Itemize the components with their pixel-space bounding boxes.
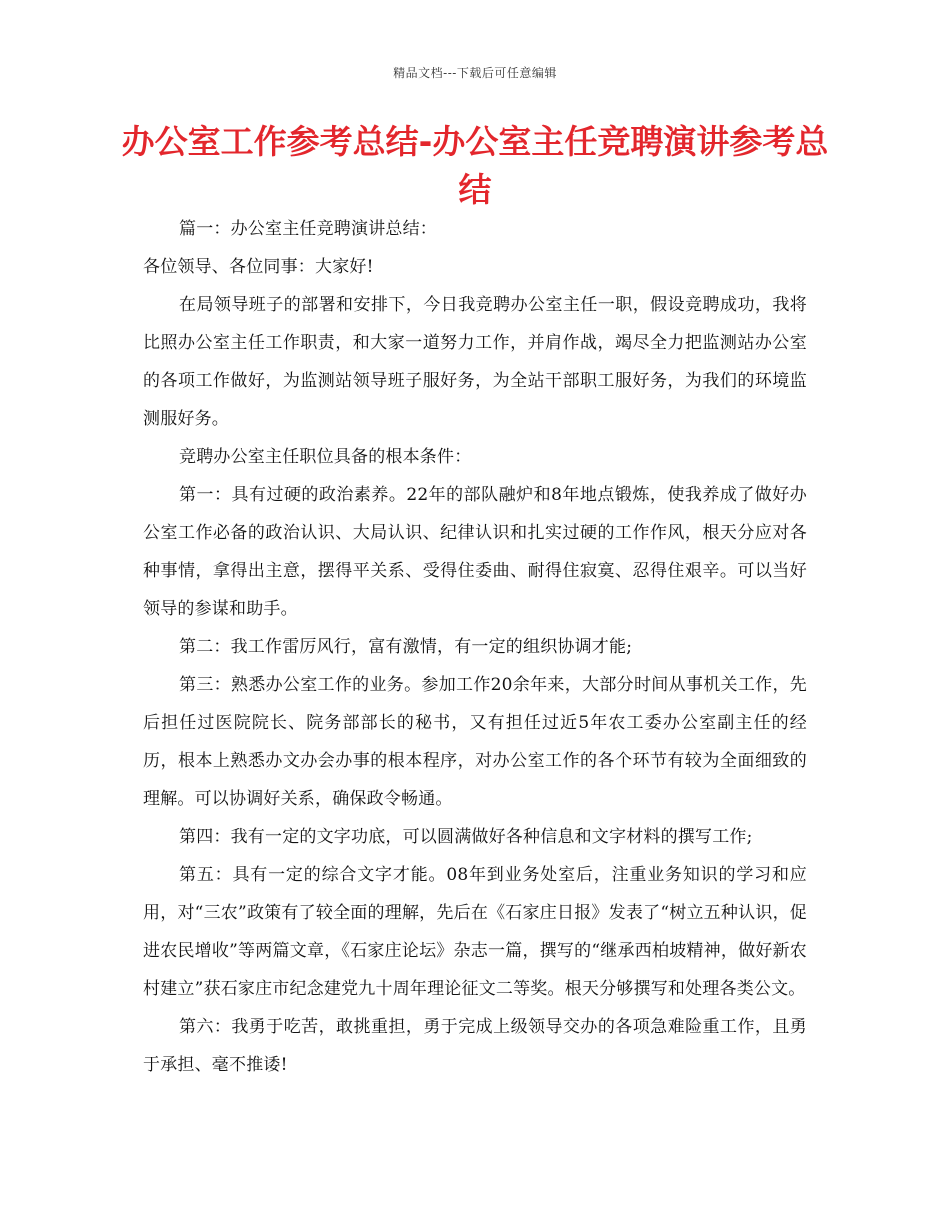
paragraph: 第六：我勇于吃苦，敢挑重担，勇于完成上级领导交办的各项急难险重工作，且勇于承担、毫不推诿! (143, 1017, 807, 1075)
document-body (143, 210, 807, 1084)
paragraph: 第五：具有一定的综合文字才能。08年到业务处室后，注重业务知识的学习和应用，对“三农”政策有了较全面的理解，先后在《石家庄日报》发表了“树立五种认识，促进农民增收”等两篇文章，《石家庄论坛》杂志一篇，撰写的“继承西柏坡精神，做好新农村建立”获石家庄市纪念建党九十周年理论征文二等奖。根天分够撰写和处理各类公文。 (143, 865, 807, 999)
paragraph: 篇一：办公室主任竞聘演讲总结： (179, 219, 437, 239)
paragraph: 竞聘办公室主任职位具备的根本条件： (179, 447, 472, 467)
paragraph: 第一：具有过硬的政治素养。22年的部队融炉和8年地点锻炼，使我养成了做好办公室工作必备的政治认识、大局认识、纪律认识和扎实过硬的工作作风，根天分应对各种事情，拿得出主意，摆得平关系、受得住委曲、耐得住寂寞、忍得住艰辛。可以当好领导的参谋和助手。 (143, 485, 807, 619)
document-title: 办公室工作参考总结-办公室主任竞聘演讲参考总结 (121, 122, 829, 209)
paragraph: 第四：我有一定的文字功底，可以圆满做好各种信息和文字材料的撰写工作; (179, 827, 753, 847)
paragraph: 各位领导、各位同事：大家好! (143, 257, 374, 277)
header-note: 精品文档---下载后可任意编辑 (393, 66, 557, 80)
paragraph: 第三：熟悉办公室工作的业务。参加工作20余年来，大部分时间从事机关工作，先后担任过医院院长、院务部部长的秘书，又有担任过近5年农工委办公室副主任的经历，根本上熟悉办文办会办事的根本程序，对办公室工作的各个环节有较为全面细致的理解。可以协调好关系，确保政令畅通。 (143, 675, 807, 809)
paragraph: 在局领导班子的部署和安排下，今日我竞聘办公室主任一职，假设竞聘成功，我将比照办公室主任工作职责，和大家一道努力工作，并肩作战，竭尽全力把监测站办公室的各项工作做好，为监测站领导班子服好务，为全站干部职工服好务，为我们的环境监测服好务。 (143, 295, 807, 429)
paragraph: 第二：我工作雷厉风行，富有激情，有一定的组织协调才能; (179, 637, 633, 657)
